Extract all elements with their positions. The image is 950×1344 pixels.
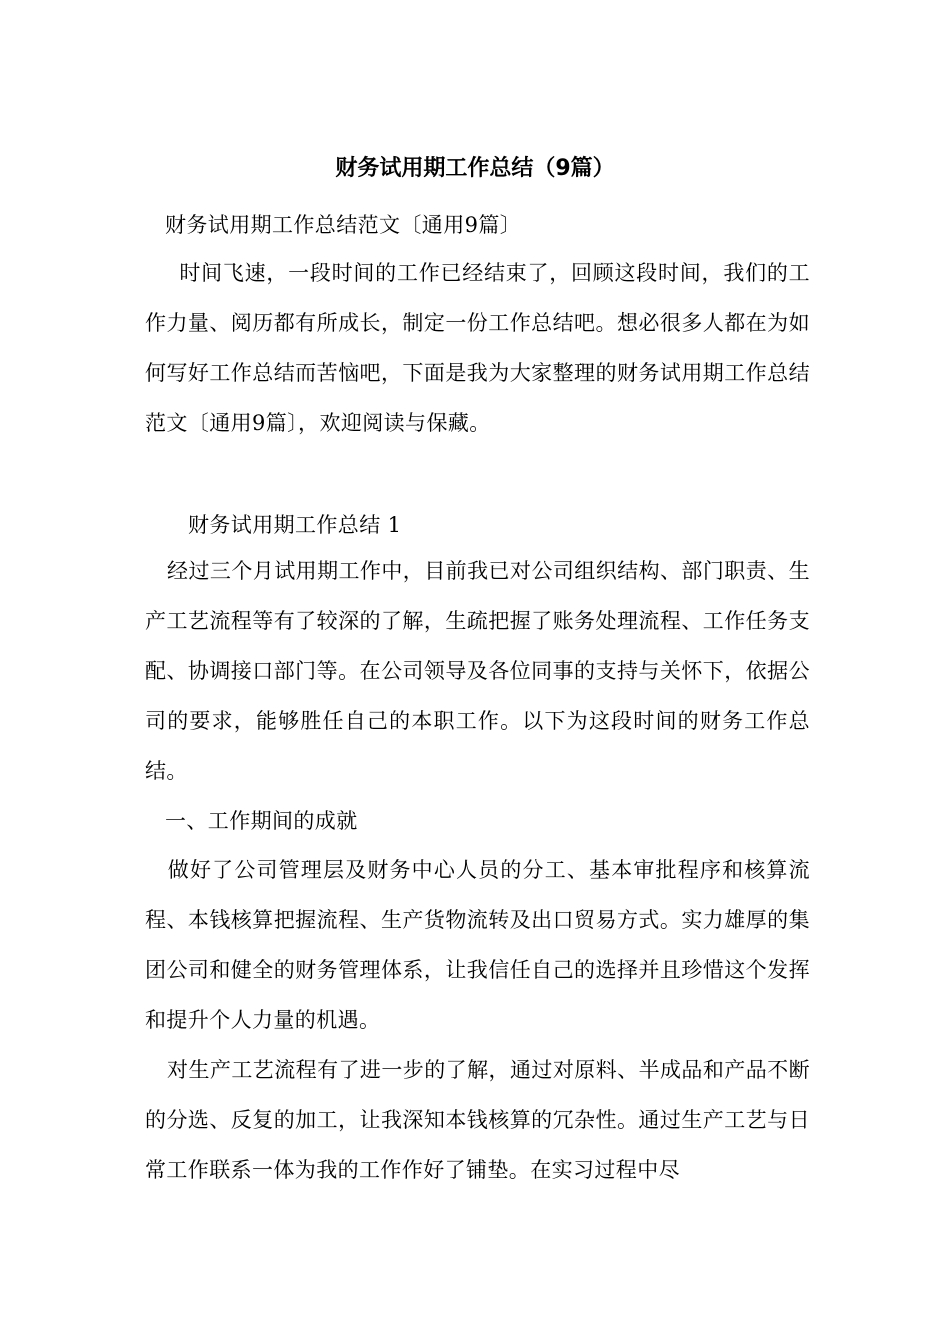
intro-paragraph bbox=[145, 248, 810, 448]
body-paragraph-3 bbox=[145, 1045, 810, 1195]
body-paragraph-1 bbox=[145, 546, 810, 796]
intro-text: 时间飞速，一段时间的工作已经结束了，回顾这段时间，我们的工作力量、阅历都有所成长，制定一份工作总结吧。想必很多人都在为如何写好工作总结而苦恼吧，下面是我为大家整理的财务试用期工作总结范文〔通用9篇〕，欢迎阅读与保藏。 bbox=[145, 261, 810, 435]
paragraph-3-text: 对生产工艺流程有了进一步的了解，通过对原料、半成品和产品不断的分选、反复的加工，让我深知本钱核算的冗杂性。通过生产工艺与日常工作联系一体为我的工作作好了铺垫。在实习过程中尽 bbox=[145, 1058, 810, 1182]
subheading-achievements: 一、工作期间的成就 bbox=[165, 809, 358, 833]
document-subtitle: 财务试用期工作总结范文〔通用9篇〕 bbox=[165, 213, 522, 237]
body-paragraph-2 bbox=[145, 845, 810, 1045]
paragraph-1-text: 经过三个月试用期工作中，目前我已对公司组织结构、部门职责、生产工艺流程等有了较深的了解，生疏把握了账务处理流程、工作任务支配、协调接口部门等。在公司领导及各位同事的支持与关怀下，依据公司的要求，能够胜任自己的本职工作。以下为这段时间的财务工作总结。 bbox=[145, 559, 810, 783]
document-title: 财务试用期工作总结（9篇） bbox=[335, 156, 615, 181]
paragraph-2-text: 做好了公司管理层及财务中心人员的分工、基本审批程序和核算流程、本钱核算把握流程、生产货物流转及出口贸易方式。实力雄厚的集团公司和健全的财务管理体系，让我信任自己的选择并且珍惜这个发挥和提升个人力量的机遇。 bbox=[145, 858, 810, 1032]
section-heading: 财务试用期工作总结 1 bbox=[188, 513, 402, 537]
